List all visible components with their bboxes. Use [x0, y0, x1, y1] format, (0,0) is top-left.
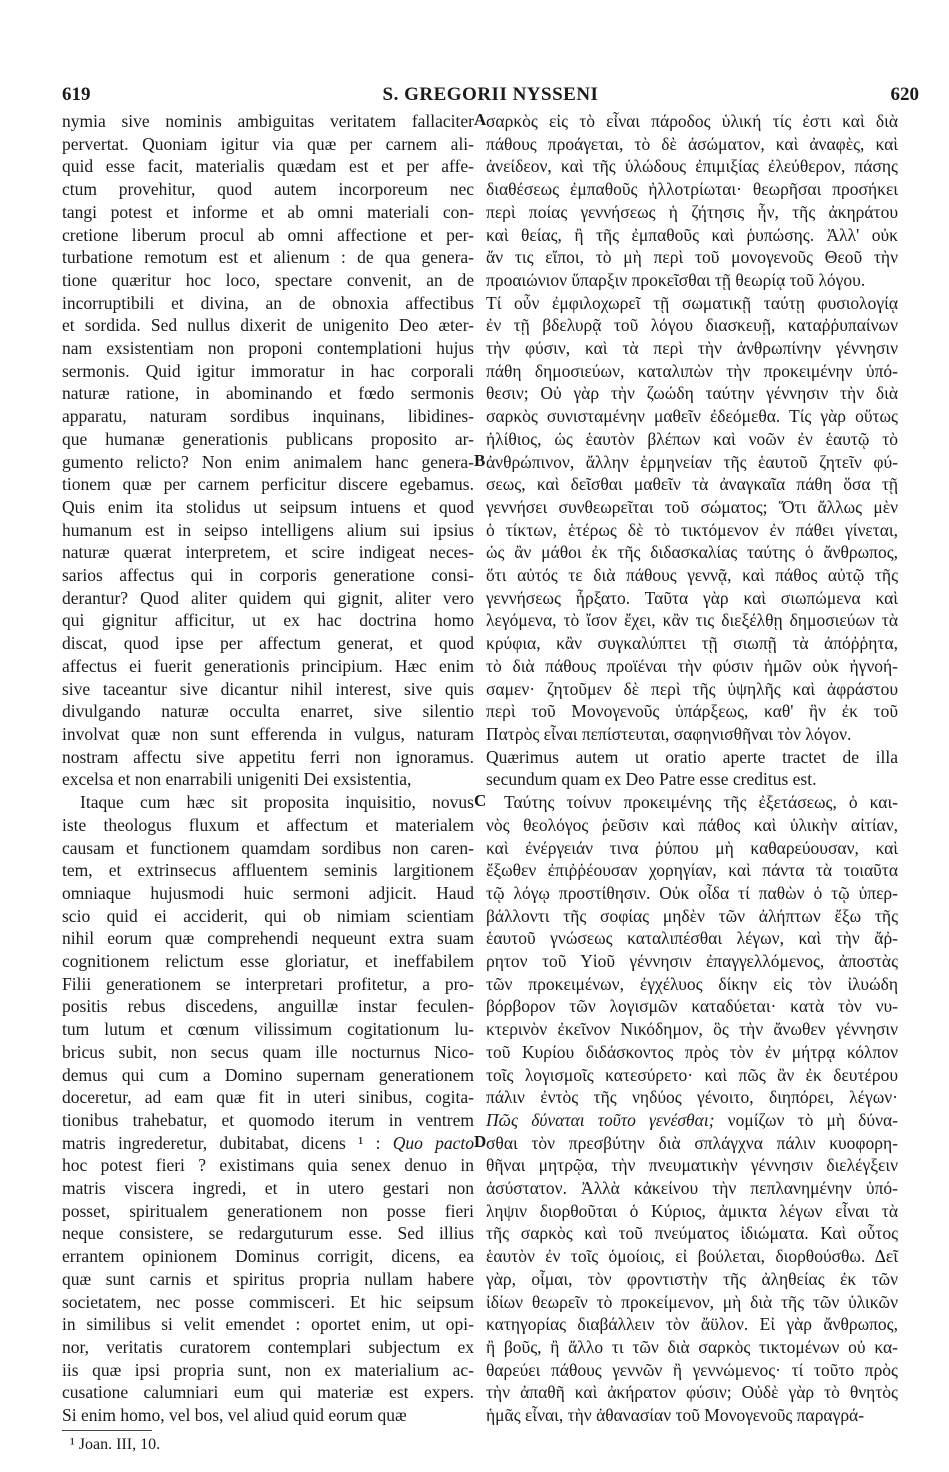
- text-line: ἔξωθεν ἐπιῤῥέουσαν χορηγίαν, καὶ πάντα τὰ τοιαῦτα: [486, 860, 898, 881]
- footnote-rule: [62, 1430, 152, 1431]
- text-line: τοῖς λογισμοῖς κατεσύρετο· καὶ πῶς ἂν ἐκ δευτέρου: [486, 1064, 898, 1085]
- text-line: τῶν προκειμένων, ἐγχέλυος δίκην εἰς τὸν ἰλυώδη: [486, 973, 898, 994]
- text-line: Πῶς δύναται τοῦτο γενέσθαι; νομίζων τὸ μὴ δύνα-: [486, 1109, 898, 1130]
- text-line: περὶ ποίας γεννήσεως ἡ ζήτησις ἦν, τῆς ἀκηράτου: [486, 201, 898, 222]
- text-line: iste theologus fluxum et affectum et materialem: [62, 814, 474, 835]
- text-line: Ταύτης τοίνυν προκειμένης τῆς ἐξετάσεως, ὁ και-: [504, 792, 898, 813]
- text-line: in similibus si velit emendet : oportet enim, ut opi-: [62, 1314, 474, 1335]
- text-line: humanum est in seipso intelligens alium sui ipsius: [62, 519, 474, 540]
- text-line: ctum provehitur, quod autem incorporeum nec: [62, 179, 474, 200]
- text-line: bricus subit, non secus quam ille nocturnus Nico-: [62, 1041, 474, 1062]
- text-line: τὴν φύσιν, καὶ τὰ περὶ τὴν ἀνθρωπίνην γέννησιν: [486, 338, 898, 359]
- text-line: ἑαυτὸν ἐν τοῖς ὁμοίοις, εἰ βούλεται, διορθούσθω. Δεῖ: [486, 1246, 898, 1267]
- text-line: nam exsistentiam non proponi contemplationi hujus: [62, 338, 474, 359]
- text-line: pervertat. Quoniam igitur via quæ per carnem ali-: [62, 133, 474, 154]
- text-line: divulgando naturæ occulta enarret, sive silentio: [62, 701, 474, 722]
- text-line: causam et functionem quamdam sordibus non caren-: [62, 837, 474, 858]
- text-line: ὁ τίκτων, ἑτέρως δὲ τὸ τικτόμενον ἐν πάθει γίνεται,: [486, 519, 898, 540]
- text-line: βάλλοντι τῆς σοφίας μηδὲν τῶν ἀλήπτων ἔξω τῆς: [486, 905, 898, 926]
- text-line: ἠλίθιος, ὡς ἑαυτὸν βλέπων καὶ νοῶν ἐν ἑαυτῷ τὸ: [486, 428, 898, 449]
- text-line: gumento relicto? Non enim animalem hanc genera-: [62, 451, 474, 472]
- text-line: γεννήσει συνθεωρεῖται τοῦ σώματος; Ὅτι ἄλλως μὲν: [486, 496, 898, 517]
- text-line: σαρκὸς συνισταμένην μαθεῖν ἐδεόμεθα. Τίς γὰρ οὕτως: [486, 406, 898, 427]
- text-line: cretione liberum procul ab omni affectione et per-: [62, 224, 474, 245]
- text-line: nihil eorum quæ comprehendi nequeunt extra suam: [62, 928, 474, 949]
- text-line: discat, quod ipse per affectum generat, et quod: [62, 633, 474, 654]
- text-line: derantur? Quod aliter quidem qui gignit, aliter vero: [62, 587, 474, 608]
- text-line: secundum quam ex Deo Patre esse creditus est.: [486, 769, 817, 790]
- text-line: ἀνείδεον, καὶ τῆς ὑλώδους ἐπιμιξίας ἐλεύθερον, πάσης: [486, 156, 898, 177]
- text-line: nostram affectu sive appetitu ferri non ignoramus.: [62, 746, 474, 767]
- text-line: Quis enim ita stolidus ut seipsum intuens et quod: [62, 496, 474, 517]
- text-line: cusatione calumniari eum qui materiæ est expers.: [62, 1382, 474, 1403]
- text-line: ἡμᾶς εἶναι, τὴν ἀθανασίαν τοῦ Μονογενοῦς παραγρά-: [486, 1405, 865, 1426]
- text-line: Τί οὖν ἐμφιλοχωρεῖ τῇ σωματικῇ ταύτῃ φυσιολογίᾳ: [486, 292, 898, 313]
- text-line: qui gignitur afficitur, ut ex hac doctrina homo: [62, 610, 474, 631]
- text-line: naturæ quærat interpretem, et scire indigeat neces-: [62, 542, 474, 563]
- text-line: Filii generationem se interpretari profitetur, a pro-: [62, 973, 474, 994]
- text-line: hoc potest fieri ? existimans quia senex denuo in: [62, 1155, 474, 1176]
- text-line: sive taceantur sive dicantur nihil interest, sive quis: [62, 678, 474, 699]
- text-line: νὸς θεολόγος ῥεῦσιν καὶ πάθος καὶ ὑλικὴν αἰτίαν,: [486, 814, 898, 835]
- text-line: tione quæritur hoc loco, spectare convenit, an de: [62, 269, 474, 290]
- text-line: Πατρὸς εἶναι πεπίστευται, σαφηνισθῆναι τὸν λόγον.: [486, 723, 852, 744]
- italic-quote: Πῶς δύναται τοῦτο γενέσθαι;: [486, 1109, 715, 1130]
- text-line: tem, et extrinsecus affluentem seminis largitionem: [62, 860, 474, 881]
- text-line: nor, veritatis curatorem contemplari subjectum ex: [62, 1336, 474, 1357]
- text-line: πάθη δημοσιεύων, καταλιπὼν τὴν προκειμένην ὑπό-: [486, 360, 898, 381]
- text-line: πάθους προάγεται, τὸ δὲ ἀσώματον, καὶ ἀναφὲς, καὶ: [486, 133, 898, 154]
- text-line: βόρβορον τῶν λογισμῶν καταδύεται· κατὰ τὸν νυ-: [486, 996, 898, 1017]
- text-line: Quærimus autem ut oratio aperte tractet de illa: [486, 746, 898, 767]
- text-line: turbatione remotum est et alienum : de qua genera-: [62, 247, 474, 268]
- text-line: σαρκὸς εἰς τὸ εἶναι πάροδος ὑλική τίς ἐστι καὶ διὰ: [486, 111, 898, 131]
- page-number-right: 620: [890, 84, 919, 105]
- latin-column: [62, 110, 474, 1427]
- text-line: quid esse facit, materialis quædam est et per affe-: [62, 156, 474, 177]
- section-marker: C: [474, 791, 487, 810]
- text-line: societatem, nec posse commisceri. Et hic seipsum: [62, 1291, 474, 1312]
- text-line: naturæ ratione, in abominando et fœdo sermonis: [62, 383, 474, 404]
- text-line: ἄν τις εἴποι, τὸ μὴ περὶ τοῦ μονογενοῦς Θεοῦ τὴν: [486, 247, 898, 268]
- text-line: demus qui cum a Domino supernam generationem: [62, 1064, 474, 1085]
- text-line: θῆναι μητρῷα, τὴν πνευματικὴν γέννησιν διελέγξειν: [486, 1155, 898, 1176]
- text-line: τὸ διὰ πάθους προϊέναι τὴν φύσιν ἡμῶν οὐκ ἠγνοή-: [486, 655, 898, 676]
- text-line: involvat quæ non sunt efferenda in vulgus, naturam: [62, 723, 474, 744]
- italic-quote: Quo pacto: [392, 1132, 474, 1153]
- text-line: tionem quæ per carnem perficitur discere egebamus.: [62, 474, 474, 495]
- text-line: ἰδίων θεωρεῖν τὸ προκείμενον, μὴ διὰ τῆς τῶν ὑλικῶν: [486, 1291, 898, 1312]
- text-line: cognitionem relictum esse gloriatur, et ineffabilem: [62, 951, 474, 972]
- text-line: τοῦ Κυρίου διδάσκοντος πρὸς τὸν ἐν μήτρᾳ κόλπον: [486, 1041, 898, 1062]
- text-line: doceretur, ad eam quæ fit in uteri sinibus, cogita-: [62, 1087, 474, 1108]
- text-line: iis quæ ipsi propria sunt, non ex materialium ac-: [62, 1359, 474, 1380]
- text-line: ἀσύστατον. Ἀλλὰ κἀκείνου τὴν πεπλανημένην ὑπό-: [486, 1178, 898, 1199]
- text-line: que humanæ generationis publicans proposito ar-: [62, 428, 474, 449]
- text-line: sermonis. Quid igitur immoratur in hac corporali: [62, 360, 474, 381]
- text-line: ρητον τοῦ Υἱοῦ γέννησιν ἐπαγγελλόμενος, ἀποστὰς: [486, 951, 898, 972]
- text-line: τῆς σαρκὸς καὶ τοῦ πνεύματος ἰδιώματα. Καὶ οὗτος: [486, 1223, 898, 1244]
- text-line: διαθέσεως ἐμπαθοῦς ἠλλοτρίωται· θεωρῆσαι προσήκει: [486, 179, 898, 200]
- text-line: scio quid ei acciderit, qui ob nimiam scientiam: [62, 905, 474, 926]
- text-line: posset, spiritualem generationem non posse fieri: [62, 1200, 474, 1221]
- section-marker: D: [474, 1131, 487, 1151]
- text-line: κατηγορίας διαβάλλειν τὸν ἄϋλον. Εἰ γὰρ ἄνθρωπος,: [486, 1314, 898, 1335]
- text-line: neque consistere, se redarguturum esse. Sed illius: [62, 1223, 474, 1244]
- text-line: sarios affectus qui in corporis generatione consi-: [62, 565, 474, 586]
- text-line: κρύφια, κἂν συγκαλύπτει τῇ σιωπῇ τὰ ἀπόῤῥητα,: [486, 633, 898, 654]
- text-line: tangi potest et informe et ab omni materiali con-: [62, 201, 474, 222]
- text-line: θαρεύει πάθους γεννῶν ἢ γεννώμενος· τί τοῦτο πρὸς: [486, 1359, 898, 1380]
- text-line: ἀνθρώπινον, ἄλλην ἑρμηνείαν τῆς ἑαυτοῦ ζητεῖν φύ-: [486, 451, 898, 472]
- text-line: matris viscera ingredi, et in utero gestari non: [62, 1178, 474, 1199]
- text-line: κτερινὸν ἐκεῖνον Νικόδημον, ὃς τὴν ἄνωθεν γέννησιν: [486, 1019, 898, 1040]
- text-line: nymia sive nominis ambiguitas veritatem fallaciter: [62, 111, 474, 131]
- text-line: Si enim homo, vel bos, vel aliud quid eorum quæ: [62, 1405, 407, 1426]
- section-marker: A: [474, 110, 487, 129]
- text-line: γεννήσεως ἦρξατο. Ταῦτα γὰρ καὶ σιωπώμενα καὶ: [486, 587, 898, 608]
- text-line: matris ingrederetur, dubitabat, dicens ¹ : Quo pacto: [62, 1132, 474, 1153]
- text-line: προαιώνιον ὕπαρξιν προκεῖσθαι τῇ θεωρίᾳ τοῦ λόγου.: [486, 269, 866, 290]
- text-line: καὶ ἐνέργειάν τινα ῥύπου μὴ καθαρεύουσαν, καὶ: [486, 837, 898, 858]
- text-line: τῷ λόγῳ προστίθησιν. Οὐκ οἶδα τί παθὼν ὁ τῷ ὑπερ-: [486, 882, 898, 903]
- text-line: apparatu, naturam sordibus inquinans, libidines-: [62, 406, 474, 427]
- text-line: positis rebus discedens, anguillæ instar feculen-: [62, 996, 474, 1017]
- text-line: Itaque cum hæc sit proposita inquisitio, novus: [80, 792, 474, 813]
- text-line: ὡς ἂν μάθοι ἐκ τῆς διδασκαλίας ταύτης ὁ ἄνθρωπος,: [486, 542, 898, 563]
- text-line: καὶ θείας, ἢ τῆς ἐμπαθοῦς καὶ ῥυπώσης. Ἀλλ' οὐκ: [486, 224, 898, 245]
- text-line: σαμεν· ζητοῦμεν δὲ περὶ τῆς ὑψηλῆς καὶ ἀφράστου: [486, 678, 898, 699]
- footnote: ¹ Joan. III, 10.: [70, 1436, 161, 1453]
- text-line: tionibus trahebatur, et quomodo iterum in ventrem: [62, 1109, 474, 1130]
- text-line: ὅτι αὐτός τε διὰ πάθους γεννᾷ, καὶ πάθος αὐτῷ τῆς: [486, 565, 898, 586]
- text-line: σεως, καὶ δεῖσθαι μαθεῖν τὰ ἀναγκαῖα πάθη ὅσα τῇ: [486, 474, 898, 495]
- text-line: ἢ βοῦς, ἢ ἄλλο τι τῶν διὰ σαρκὸς τικτομένων οὐ κα-: [486, 1336, 898, 1357]
- greek-column: [486, 110, 898, 1427]
- text-line: θεσιν; Οὐ γὰρ τὴν ζωώδη ταύτην γέννησιν τὴν διὰ: [486, 383, 898, 404]
- text-line: errantem opinionem Dominus corrigit, dicens, ea: [62, 1246, 474, 1267]
- text-line: σθαι τὸν πρεσβύτην διὰ σπλάγχνα πάλιν κυοφορη-: [486, 1132, 898, 1153]
- text-line: incorruptibili et divina, an de obnoxia affectibus: [62, 292, 474, 313]
- text-line: περὶ τοῦ Μονογενοῦς ὑπάρξεως, καθ' ἣν ἐκ τοῦ: [486, 701, 898, 722]
- text-line: et sordida. Sed nullus dixerit de unigenito Deo æter-: [62, 315, 474, 336]
- text-line: ἐν τῇ βδελυρᾷ τοῦ λόγου διασκευῇ, καταῤῥυπαίνων: [486, 315, 898, 336]
- text-line: tum lutum et cœnum vilissimum cogitationum lu-: [62, 1019, 474, 1040]
- section-marker: B: [474, 450, 486, 470]
- text-line: λεγόμενα, τὸ ἴσον ἔχει, κἂν τις διεξέλθῃ δημοσιεύων τὰ: [486, 610, 898, 631]
- text-line: πάλιν ἐντὸς τῆς νηδύος γένοιτο, διηπόρει, λέγων·: [486, 1087, 898, 1108]
- text-line: τὴν ἀπαθῆ καὶ ἀκήρατον φύσιν; Οὐδὲ γὰρ τὸ θνητὸς: [486, 1382, 898, 1403]
- text-line: ληψιν διορθοῦται ὁ Κύριος, ἀμικτα λέγων εἶναι τὰ: [486, 1200, 898, 1221]
- text-line: affectus ei fuerit generationis principium. Hæc enim: [62, 655, 474, 676]
- text-line: γὰρ, οἶμαι, τὸν φροντιστὴν τῆς ἀληθείας ἐκ τῶν: [486, 1268, 898, 1289]
- text-line: excelsa et non enarrabili unigeniti Dei exsistentia,: [62, 769, 412, 790]
- text-line: omniaque hujusmodi huic sermoni adjicit. Haud: [62, 882, 474, 903]
- text-line: quæ sunt carnis et spiritus propria nullam habere: [62, 1268, 474, 1289]
- running-title: S. GREGORII NYSSENI: [382, 84, 599, 105]
- text-line: ἑαυτοῦ γνώσεως καταλιπέσθαι λέγων, καὶ τὴν ἄῤ-: [486, 928, 898, 949]
- page-number-left: 619: [62, 84, 91, 105]
